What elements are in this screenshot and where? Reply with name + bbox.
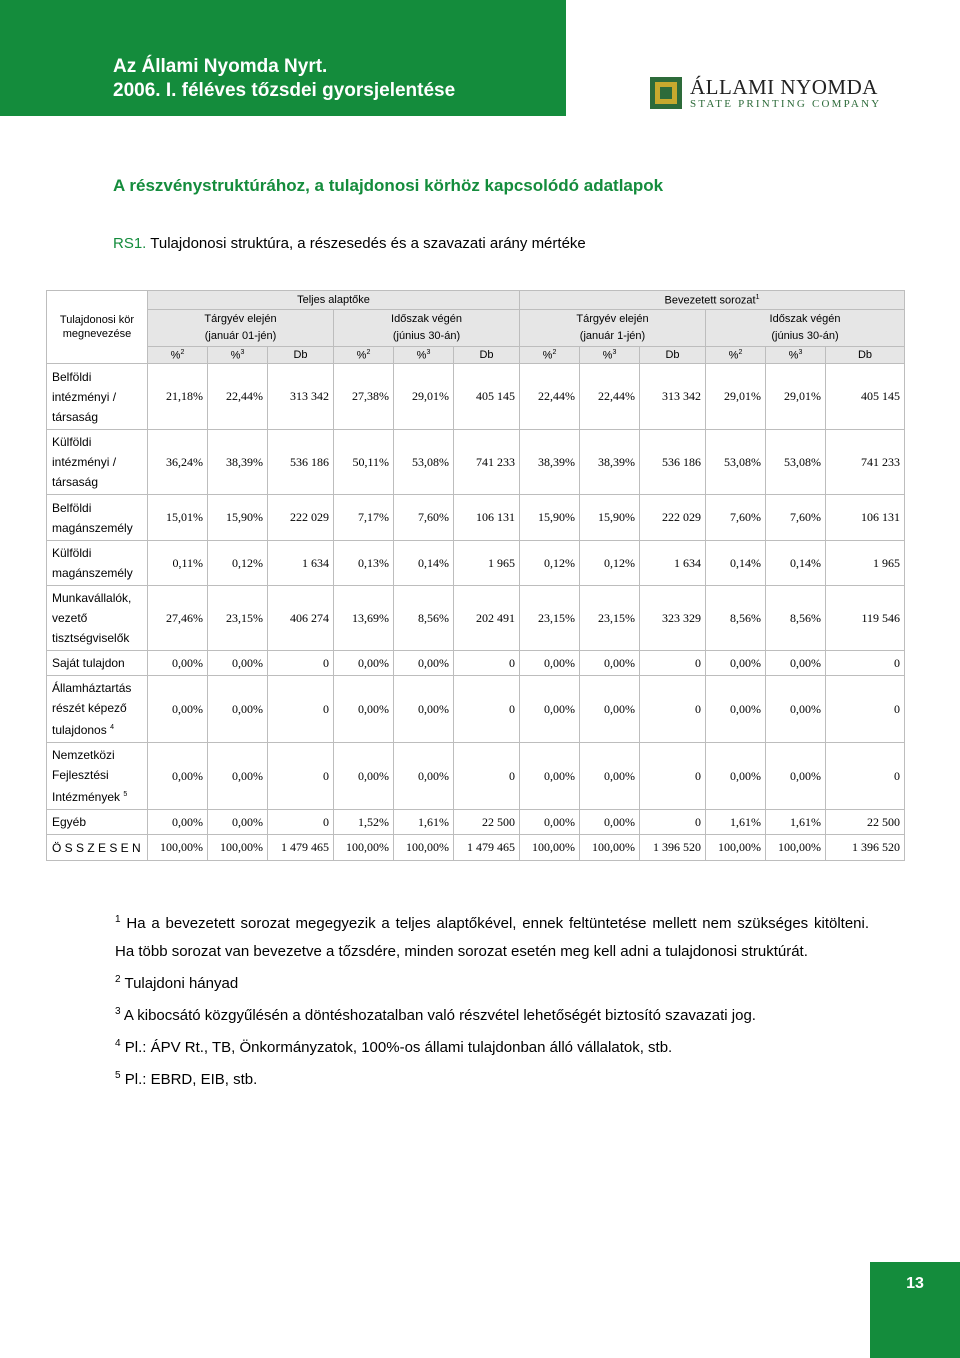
table-cell: 119 546 <box>826 586 905 651</box>
table-cell: 1,52% <box>334 810 394 835</box>
table-cell: 1 479 465 <box>454 835 520 861</box>
table-cell: 100,00% <box>334 835 394 861</box>
row-header-label: Tulajdonosi kör megnevezése <box>47 291 148 364</box>
table-cell: 0,00% <box>148 651 208 676</box>
table-cell: 536 186 <box>268 430 334 495</box>
table-cell: 0 <box>268 651 334 676</box>
row-label: Nemzetközi Fejlesztési Intézmények $^5$ <box>47 743 148 810</box>
table-cell: 0,00% <box>520 651 580 676</box>
row-label: Belföldi magánszemély <box>47 495 148 541</box>
table-cell: 100,00% <box>580 835 640 861</box>
table-cell: 15,01% <box>148 495 208 541</box>
table-cell: 22 500 <box>454 810 520 835</box>
unit-percent: %$^3$ <box>766 347 826 364</box>
table-cell: 53,08% <box>766 430 826 495</box>
unit-db: Db <box>268 347 334 364</box>
table-cell: 22 500 <box>826 810 905 835</box>
table-cell: 0,00% <box>706 676 766 743</box>
table-cell: 0,00% <box>148 676 208 743</box>
table-cell: 0 <box>454 743 520 810</box>
ownership-structure-table <box>46 290 905 861</box>
table-cell: 0,11% <box>148 541 208 586</box>
table-cell: 0 <box>268 676 334 743</box>
table-cell: 100,00% <box>148 835 208 861</box>
table-cell: 0,00% <box>580 810 640 835</box>
table-cell: 53,08% <box>706 430 766 495</box>
table-cell: 0 <box>454 651 520 676</box>
footnote: $^1$ Ha a bevezetett sorozat megegyezik a teljes alaptőkével, ennek feltüntetése mellett nem szükséges kitölteni. Ha több sorozat van bevezetve a tőzsdére, minden sorozat esetén meg kell adni a tulajdonosi struktúrát. <box>115 914 870 960</box>
table-cell: 22,44% <box>208 364 268 430</box>
table-cell: 0 <box>640 676 706 743</box>
table-cell: 0,00% <box>580 651 640 676</box>
company-logo <box>648 72 948 112</box>
table-cell: 100,00% <box>706 835 766 861</box>
table-cell: 0,12% <box>520 541 580 586</box>
table-cell: 7,17% <box>334 495 394 541</box>
row-label: Ö S S Z E S E N <box>47 835 148 861</box>
table-cell: 0 <box>268 810 334 835</box>
period-start-series: Tárgyév elején (január 1-jén) <box>520 310 706 347</box>
table-cell: 106 131 <box>826 495 905 541</box>
unit-percent: %$^2$ <box>520 347 580 364</box>
table-cell: 29,01% <box>706 364 766 430</box>
table-cell: 1 479 465 <box>268 835 334 861</box>
table-cell: 0 <box>826 676 905 743</box>
table-cell: 0 <box>826 651 905 676</box>
table-cell: 0,00% <box>766 743 826 810</box>
table-cell: 202 491 <box>454 586 520 651</box>
table-cell: 0 <box>640 743 706 810</box>
table-row <box>47 835 905 861</box>
period-end-series: Időszak végén (június 30-án) <box>706 310 905 347</box>
table-cell: 1 634 <box>268 541 334 586</box>
table-cell: 0,00% <box>208 810 268 835</box>
table-cell: 323 329 <box>640 586 706 651</box>
table-cell: 1,61% <box>706 810 766 835</box>
table-cell: 0,12% <box>208 541 268 586</box>
table-cell: 0,00% <box>334 651 394 676</box>
footnote: $^4$ Pl.: ÁPV Rt., TB, Önkormányzatok, 100%-os állami tulajdonban álló vállalatok, stb. <box>115 1038 673 1056</box>
table-cell: 0,00% <box>706 743 766 810</box>
table-cell: 27,38% <box>334 364 394 430</box>
table-cell: 0,00% <box>580 743 640 810</box>
table-cell: 38,39% <box>520 430 580 495</box>
table-row <box>47 541 905 586</box>
table-cell: 15,90% <box>520 495 580 541</box>
table-cell: 313 342 <box>640 364 706 430</box>
table-cell: 29,01% <box>766 364 826 430</box>
table-cell: 7,60% <box>706 495 766 541</box>
table-cell: 0,13% <box>334 541 394 586</box>
table-cell: 0,00% <box>148 743 208 810</box>
table-cell: 1,61% <box>766 810 826 835</box>
table-cell: 0,00% <box>208 743 268 810</box>
table-cell: 406 274 <box>268 586 334 651</box>
row-label: Belföldi intézményi / társaság <box>47 364 148 430</box>
group-listed-series: Bevezetett sorozat$^1$ <box>520 291 905 310</box>
footnote: $^5$ Pl.: EBRD, EIB, stb. <box>115 1070 258 1088</box>
table-cell: 1 634 <box>640 541 706 586</box>
table-cell: 29,01% <box>394 364 454 430</box>
table-cell: 0,12% <box>580 541 640 586</box>
logo-subtitle: STATE PRINTING COMPANY <box>690 98 882 110</box>
table-cell: 50,11% <box>334 430 394 495</box>
subtitle-text: Tulajdonosi struktúra, a részesedés és a szavazati arány mértéke <box>150 235 586 252</box>
period-end-total: Időszak végén (június 30-án) <box>334 310 520 347</box>
table-cell: 0,00% <box>766 651 826 676</box>
logo-name: ÁLLAMI NYOMDA <box>690 75 878 99</box>
footnotes <box>115 906 869 1094</box>
table-cell: 222 029 <box>268 495 334 541</box>
table-cell: 0,00% <box>580 676 640 743</box>
table-cell: 0 <box>454 676 520 743</box>
table-cell: 21,18% <box>148 364 208 430</box>
unit-db: Db <box>826 347 905 364</box>
header-banner <box>0 0 566 116</box>
table-cell: 536 186 <box>640 430 706 495</box>
table-cell: 0,00% <box>394 743 454 810</box>
row-label: Külföldi magánszemély <box>47 541 148 586</box>
table-cell: 0,00% <box>394 676 454 743</box>
table-cell: 100,00% <box>208 835 268 861</box>
table-cell: 27,46% <box>148 586 208 651</box>
table-cell: 100,00% <box>394 835 454 861</box>
table-cell: 741 233 <box>454 430 520 495</box>
table-cell: 38,39% <box>580 430 640 495</box>
table-cell: 0,00% <box>148 810 208 835</box>
company-name: Az Állami Nyomda Nyrt. <box>113 56 328 77</box>
table-cell: 0,14% <box>706 541 766 586</box>
section-title: A részvénystruktúrához, a tulajdonosi körhöz kapcsolódó adatlapok <box>113 176 664 195</box>
table-cell: 100,00% <box>766 835 826 861</box>
row-label: Egyéb <box>47 810 148 835</box>
table-cell: 0,00% <box>766 676 826 743</box>
table-cell: 0,14% <box>394 541 454 586</box>
table-cell: 23,15% <box>208 586 268 651</box>
page-number: 13 <box>870 1262 960 1358</box>
table-cell: 0,00% <box>520 743 580 810</box>
table-cell: 0,00% <box>208 676 268 743</box>
footnote: $^2$ Tulajdoni hányad <box>115 974 239 992</box>
table-cell: 0,00% <box>208 651 268 676</box>
unit-percent: %$^2$ <box>706 347 766 364</box>
unit-percent: %$^3$ <box>394 347 454 364</box>
table-row <box>47 364 905 430</box>
table-cell: 8,56% <box>394 586 454 651</box>
table-cell: 1 965 <box>454 541 520 586</box>
unit-percent: %$^2$ <box>148 347 208 364</box>
table-cell: 741 233 <box>826 430 905 495</box>
table-cell: 15,90% <box>580 495 640 541</box>
unit-percent: %$^3$ <box>580 347 640 364</box>
table-cell: 0,00% <box>520 810 580 835</box>
table-cell: 1,61% <box>394 810 454 835</box>
table-cell: 0,00% <box>334 676 394 743</box>
table-row <box>47 430 905 495</box>
table-cell: 0,00% <box>394 651 454 676</box>
table-cell: 222 029 <box>640 495 706 541</box>
table-cell: 38,39% <box>208 430 268 495</box>
table-cell: 23,15% <box>520 586 580 651</box>
table-cell: 313 342 <box>268 364 334 430</box>
table-cell: 1 396 520 <box>640 835 706 861</box>
table-cell: 0 <box>826 743 905 810</box>
row-label: Munkavállalók, vezető tisztségviselők <box>47 586 148 651</box>
row-label: Saját tulajdon <box>47 651 148 676</box>
table-subtitle <box>113 235 586 252</box>
table-cell: 0,00% <box>706 651 766 676</box>
table-cell: 405 145 <box>826 364 905 430</box>
table-cell: 23,15% <box>580 586 640 651</box>
table-row <box>47 676 905 743</box>
table-row <box>47 810 905 835</box>
table-cell: 106 131 <box>454 495 520 541</box>
unit-percent: %$^2$ <box>334 347 394 364</box>
unit-db: Db <box>454 347 520 364</box>
unit-db: Db <box>640 347 706 364</box>
period-start-total: Tárgyév elején (január 01-jén) <box>148 310 334 347</box>
table-cell: 7,60% <box>394 495 454 541</box>
table-cell: 7,60% <box>766 495 826 541</box>
logo-mark-icon <box>650 77 682 109</box>
table-cell: 8,56% <box>706 586 766 651</box>
table-cell: 36,24% <box>148 430 208 495</box>
table-cell: 0,00% <box>334 743 394 810</box>
table-cell: 0 <box>268 743 334 810</box>
subtitle-code: RS1. <box>113 235 147 252</box>
table-cell: 22,44% <box>520 364 580 430</box>
table-cell: 15,90% <box>208 495 268 541</box>
table-cell: 0 <box>640 651 706 676</box>
table-cell: 22,44% <box>580 364 640 430</box>
table-cell: 0,14% <box>766 541 826 586</box>
unit-percent: %$^3$ <box>208 347 268 364</box>
footnote: $^3$ A kibocsátó közgyűlésén a döntéshozatalban való részvétel lehetőségét biztosító szavazati jog. <box>115 1006 756 1024</box>
table-cell: 405 145 <box>454 364 520 430</box>
table-cell: 0,00% <box>520 676 580 743</box>
group-total-capital: Teljes alaptőke <box>148 291 520 310</box>
table-row <box>47 651 905 676</box>
table-cell: 8,56% <box>766 586 826 651</box>
table-row <box>47 743 905 810</box>
table-cell: 1 396 520 <box>826 835 905 861</box>
row-label: Külföldi intézményi / társaság <box>47 430 148 495</box>
table-cell: 100,00% <box>520 835 580 861</box>
table-cell: 0 <box>640 810 706 835</box>
table-cell: 13,69% <box>334 586 394 651</box>
table-cell: 53,08% <box>394 430 454 495</box>
table-row <box>47 586 905 651</box>
row-label: Államháztartás részét képező tulajdonos $^4$ <box>47 676 148 743</box>
report-title: 2006. I. féléves tőzsdei gyorsjelentése <box>113 80 456 101</box>
table-row <box>47 495 905 541</box>
table-cell: 1 965 <box>826 541 905 586</box>
